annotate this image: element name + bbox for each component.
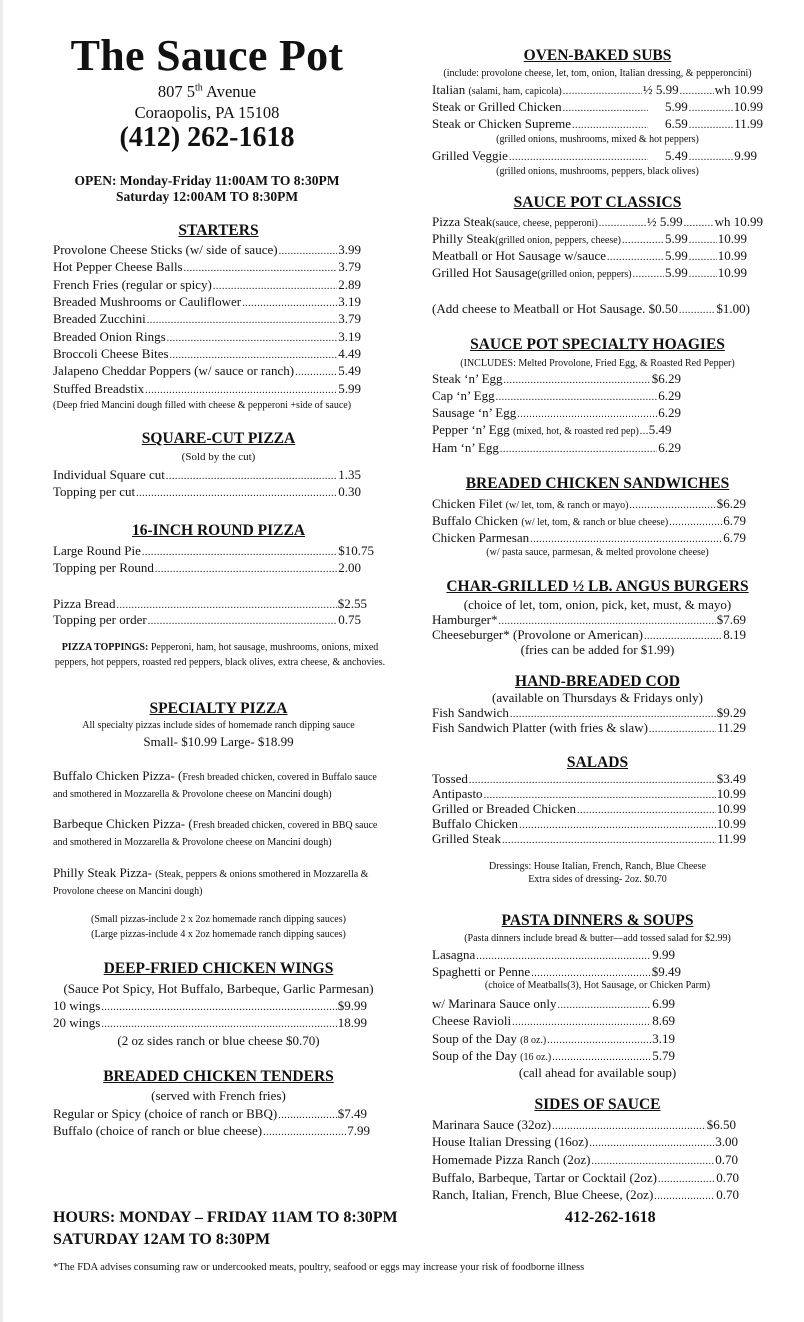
square-pizza-heading: SQUARE-CUT PIZZA bbox=[141, 430, 296, 447]
list-item: Buffalo (choice of ranch or blue cheese) ..... 7.99 bbox=[53, 1123, 370, 1139]
list-item: Soup of the Day (16 oz.) ..... 5.79 bbox=[432, 1048, 675, 1064]
starters-heading: STARTERS bbox=[178, 222, 259, 239]
burgers-note: (fries can be added for $1.99) bbox=[520, 642, 675, 657]
hoagies-heading: SAUCE POT SPECIALTY HOAGIES bbox=[470, 336, 725, 353]
list-item: Sausage ‘n’ Egg ..... 6.29 bbox=[432, 405, 681, 421]
list-item: Buffalo Chicken ..... 10.99 bbox=[432, 816, 746, 832]
list-item: Cheese Ravioli ..... 8.69 bbox=[432, 1013, 675, 1029]
list-item: French Fries (regular or spicy) ..... 2.89 bbox=[53, 277, 361, 293]
list-item: Grilled Hot Sausage (grilled onion, peppers) ..... 5.99 ..... 10.99 bbox=[432, 265, 747, 281]
subs-veggie-note: (grilled onions, mushrooms, peppers, black olives) bbox=[496, 166, 699, 177]
list-item: Barbeque Chicken Pizza- (Fresh breaded chicken, covered in BBQ sauce and smothered in Mozzarella & Provolone cheese on Mancini dough) bbox=[53, 816, 378, 848]
specialty-pizza-sizes: Small- $10.99 Large- $18.99 bbox=[143, 734, 294, 749]
list-item: Antipasto ..... 10.99 bbox=[432, 786, 746, 802]
tenders-sub: (served with French fries) bbox=[151, 1088, 286, 1103]
list-item: Fish Sandwich Platter (with fries & slaw) ..... 11.29 bbox=[432, 720, 746, 736]
specialty-pizza-heading: SPECIALTY PIZZA bbox=[149, 700, 288, 717]
classics-addon: (Add cheese to Meatball or Hot Sausage. $0.50 ..... $1.00) bbox=[432, 301, 750, 317]
pasta-sub: (Pasta dinners include bread & butter—add tossed salad for $2.99) bbox=[464, 933, 731, 944]
list-item: Broccoli Cheese Bites ..... 4.49 bbox=[53, 346, 361, 362]
classics-heading: SAUCE POT CLASSICS bbox=[513, 194, 682, 211]
list-item: Breaded Onion Rings ..... 3.19 bbox=[53, 329, 361, 345]
list-item: Marinara Sauce (32oz) ..... $6.50 bbox=[432, 1117, 736, 1133]
list-item: Grilled Veggie ..... 5.49 ..... 9.99 bbox=[432, 148, 757, 164]
subs-heading: OVEN-BAKED SUBS bbox=[523, 47, 672, 64]
list-item: Homemade Pizza Ranch (2oz) ..... 0.70 bbox=[432, 1152, 738, 1168]
subs-sub: (include: provolone cheese, let, tom, onion, Italian dressing, & pepperoncini) bbox=[443, 68, 752, 79]
list-item: Steak or Chicken Supreme ..... 6.59 ..... 11.99 bbox=[432, 116, 763, 132]
list-item: Chicken Parmesan ..... 6.79 bbox=[432, 530, 746, 546]
list-item: Philly Steak (grilled onion, peppers, cheese) ..... 5.99 ..... 10.99 bbox=[432, 231, 747, 247]
list-item: Jalapeno Cheddar Poppers (w/ sauce or ranch) ..... 5.49 bbox=[53, 363, 361, 379]
open-hours-weekday: OPEN: Monday-Friday 11:00AM TO 8:30PM bbox=[74, 173, 340, 188]
restaurant-phone: (412) 262-1618 bbox=[119, 122, 295, 153]
list-item: Spaghetti or Penne ..... $9.49 bbox=[432, 964, 681, 980]
open-hours-saturday: Saturday 12:00AM TO 8:30PM bbox=[115, 189, 299, 204]
list-item: Soup of the Day (8 oz.) ..... 3.19 bbox=[432, 1031, 675, 1047]
list-item: Cap ‘n’ Egg ..... 6.29 bbox=[432, 388, 681, 404]
soup-note: (call ahead for available soup) bbox=[518, 1065, 677, 1080]
list-item: Ranch, Italian, French, Blue Cheese, (2oz) ..... 0.70 bbox=[432, 1187, 739, 1203]
salads-extra-dressing: Extra sides of dressing- 2oz. $0.70 bbox=[528, 874, 667, 885]
cod-heading: HAND-BREADED COD bbox=[515, 673, 680, 690]
list-item: Individual Square cut ..... 1.35 bbox=[53, 467, 361, 483]
list-item: Buffalo, Barbeque, Tartar or Cocktail (2oz) ..... 0.70 bbox=[432, 1170, 739, 1186]
list-item: Meatball or Hot Sausage w/sauce ..... 5.99 ..... 10.99 bbox=[432, 248, 747, 264]
wings-note: (2 oz sides ranch or blue cheese $0.70) bbox=[117, 1033, 320, 1048]
salads-heading: SALADS bbox=[566, 754, 629, 771]
pizza-toppings: PIZZA TOPPINGS: Pepperoni, ham, hot sausage, mushrooms, onions, mixed peppers, hot peppers, roasted red peppers, black olives, extra cheese, & anchovies. bbox=[54, 642, 386, 668]
cod-sub: (available on Thursdays & Fridays only) bbox=[492, 690, 703, 705]
list-item: Tossed ..... $3.49 bbox=[432, 771, 746, 787]
chicken-sandwiches-heading: BREADED CHICKEN SANDWICHES bbox=[465, 475, 730, 492]
list-item: Buffalo Chicken Pizza- (Fresh breaded chicken, covered in Buffalo sauce and smothered in Mozzarella & Provolone cheese on Mancini dough) bbox=[53, 768, 377, 800]
list-item: 10 wings ..... $9.99 bbox=[53, 998, 367, 1014]
list-item: Italian (salami, ham, capicola) ..... ½ 5.99 ..... wh 10.99 bbox=[432, 82, 763, 98]
wings-sub: (Sauce Pot Spicy, Hot Buffalo, Barbeque, Garlic Parmesan) bbox=[63, 981, 374, 996]
list-item: w/ Marinara Sauce only ..... 6.99 bbox=[432, 996, 675, 1012]
street-address: 807 5th Avenue bbox=[157, 82, 257, 101]
pasta-heading: PASTA DINNERS & SOUPS bbox=[501, 912, 694, 929]
list-item: Ham ‘n’ Egg ..... 6.29 bbox=[432, 440, 681, 456]
list-item: Provolone Cheese Sticks (w/ side of sauce) ..... 3.99 bbox=[53, 242, 361, 258]
list-item: Regular or Spicy (choice of ranch or BBQ) ..... $7.49 bbox=[53, 1106, 367, 1122]
list-item: Buffalo Chicken (w/ let, tom, & ranch or blue cheese) ..... 6.79 bbox=[432, 513, 746, 529]
list-item: Cheeseburger* (Provolone or American) ..... 8.19 bbox=[432, 627, 746, 643]
footer-hours-weekday: HOURS: MONDAY – FRIDAY 11AM TO 8:30PM bbox=[53, 1209, 398, 1226]
burgers-sub: (choice of let, tom, onion, pick, ket, must, & mayo) bbox=[463, 597, 732, 612]
specialty-pizza-sub: All specialty pizzas include sides of homemade ranch dipping sauce bbox=[82, 720, 355, 731]
specialty-note-small: (Small pizzas-include 2 x 2oz homemade ranch dipping sauces) bbox=[91, 914, 346, 925]
wings-heading: DEEP-FRIED CHICKEN WINGS bbox=[103, 960, 334, 977]
square-pizza-sub: (Sold by the cut) bbox=[181, 451, 256, 463]
specialty-note-large: (Large pizzas-include 4 x 2oz homemade ranch dipping sauces) bbox=[91, 929, 346, 940]
list-item: Steak ‘n’ Egg ..... $6.29 bbox=[432, 371, 681, 387]
list-item: Topping per Round ..... 2.00 bbox=[53, 560, 361, 576]
list-item: Philly Steak Pizza- (Steak, peppers & onions smothered in Mozzarella & Provolone cheese on Mancini dough) bbox=[53, 865, 369, 897]
list-item: Topping per order ..... 0.75 bbox=[53, 612, 361, 628]
spaghetti-note: (choice of Meatballs(3), Hot Sausage, or Chicken Parm) bbox=[484, 980, 711, 991]
list-item: Breaded Mushrooms or Cauliflower ..... 3.19 bbox=[53, 294, 361, 310]
list-item: Lasagna ..... 9.99 bbox=[432, 947, 675, 963]
restaurant-title: The Sauce Pot bbox=[70, 31, 344, 80]
list-item: Stuffed Breadstix ..... 5.99 bbox=[53, 381, 361, 397]
footer-hours-saturday: SATURDAY 12AM TO 8:30PM bbox=[53, 1231, 271, 1248]
sides-heading: SIDES OF SAUCE bbox=[534, 1096, 661, 1113]
burgers-heading: CHAR-GRILLED ½ LB. ANGUS BURGERS bbox=[446, 578, 749, 595]
list-item: Pizza Steak (sauce, cheese, pepperoni) ..... ½ 5.99 ..... wh 10.99 bbox=[432, 214, 763, 230]
list-item: Steak or Grilled Chicken ..... 5.99 ..... 10.99 bbox=[432, 99, 763, 115]
list-item: Hamburger* ..... $7.69 bbox=[432, 612, 746, 628]
footer-phone: 412-262-1618 bbox=[565, 1209, 656, 1226]
list-item: Grilled Steak ..... 11.99 bbox=[432, 831, 746, 847]
chicken-parm-note: (w/ pasta sauce, parmesan, & melted provolone cheese) bbox=[486, 547, 709, 558]
list-item: Grilled or Breaded Chicken ..... 10.99 bbox=[432, 801, 746, 817]
city-address: Coraopolis, PA 15108 bbox=[134, 103, 280, 122]
list-item: Hot Pepper Cheese Balls ..... 3.79 bbox=[53, 259, 361, 275]
list-item: Chicken Filet (w/ let, tom, & ranch or mayo) ..... $6.29 bbox=[432, 496, 746, 512]
round-pizza-heading: 16-INCH ROUND PIZZA bbox=[131, 522, 306, 539]
list-item: Topping per cut ..... 0.30 bbox=[53, 484, 361, 500]
fda-disclaimer: *The FDA advises consuming raw or undercooked meats, poultry, seafood or eggs may increase your risk of foodborne illness bbox=[53, 1262, 585, 1273]
list-item: Fish Sandwich ..... $9.29 bbox=[432, 705, 746, 721]
subs-supreme-note: (grilled onions, mushrooms, mixed & hot peppers) bbox=[496, 134, 699, 145]
hoagies-sub: (INCLUDES: Melted Provolone, Fried Egg, & Roasted Red Pepper) bbox=[460, 358, 735, 369]
salads-dressings: Dressings: House Italian, French, Ranch, Blue Cheese bbox=[489, 861, 706, 872]
tenders-heading: BREADED CHICKEN TENDERS bbox=[103, 1068, 334, 1085]
list-item: Pepper ‘n’ Egg (mixed, hot, & roasted red pep) ..... 5.49 bbox=[432, 422, 681, 438]
list-item: Pizza Bread ..... $2.55 bbox=[53, 596, 367, 612]
list-item: Breaded Zucchini ..... 3.79 bbox=[53, 311, 361, 327]
list-item: 20 wings ..... 18.99 bbox=[53, 1015, 367, 1031]
list-item: House Italian Dressing (16oz) ..... 3.00 bbox=[432, 1134, 738, 1150]
starters-note: (Deep fried Mancini dough filled with cheese & pepperoni +side of sauce) bbox=[53, 400, 352, 411]
list-item: Large Round Pie ..... $10.75 bbox=[53, 543, 374, 559]
